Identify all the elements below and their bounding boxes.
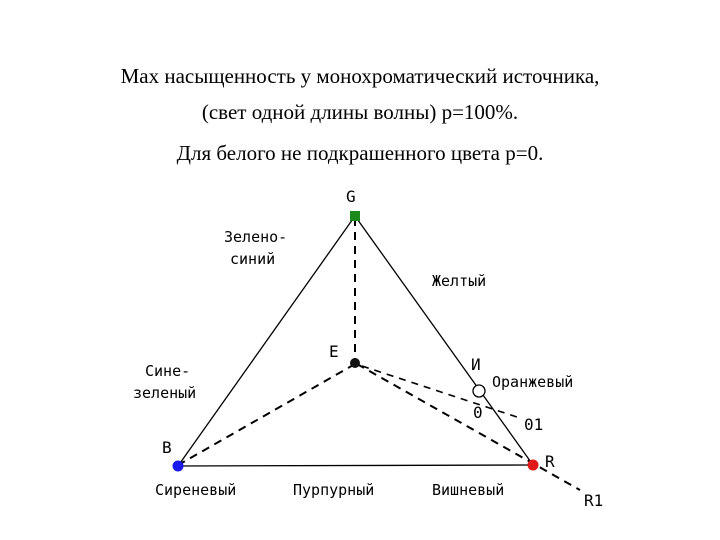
label-blue-green-1: Сине- bbox=[145, 362, 191, 380]
spectral-point-circle bbox=[473, 385, 485, 397]
label-r1: R1 bbox=[584, 491, 604, 510]
label-r: R bbox=[545, 452, 555, 471]
label-01: 01 bbox=[524, 415, 544, 434]
label-green-blue-1: Зелено- bbox=[224, 228, 288, 246]
label-purple: Пурпурный bbox=[293, 481, 375, 499]
label-green-blue-2: синий bbox=[230, 250, 276, 268]
title-line-2: (свет одной длины волны) p=100%. bbox=[201, 100, 519, 124]
dash-e-b bbox=[180, 364, 355, 464]
title-line-1: Max насыщенность у монохроматический источника, bbox=[120, 64, 600, 88]
label-orange: Оранжевый bbox=[492, 373, 574, 391]
label-e: E bbox=[329, 342, 339, 361]
label-0: 0 bbox=[473, 403, 483, 422]
label-g: G bbox=[346, 187, 356, 206]
title-line-3: Для белого не подкрашенного цвета p=0. bbox=[176, 141, 544, 165]
label-i: И bbox=[471, 355, 481, 374]
blue-point bbox=[173, 461, 184, 472]
label-cherry: Вишневый bbox=[432, 481, 505, 499]
label-lilac: Сиреневый bbox=[155, 481, 237, 499]
side-g-r bbox=[355, 216, 533, 465]
green-point bbox=[350, 211, 360, 221]
label-blue-green-2: зеленый bbox=[133, 384, 197, 402]
side-b-r bbox=[178, 465, 533, 466]
white-point bbox=[350, 358, 360, 368]
red-point bbox=[528, 460, 539, 471]
label-yellow: Желтый bbox=[432, 272, 487, 290]
label-b: B bbox=[162, 438, 172, 457]
